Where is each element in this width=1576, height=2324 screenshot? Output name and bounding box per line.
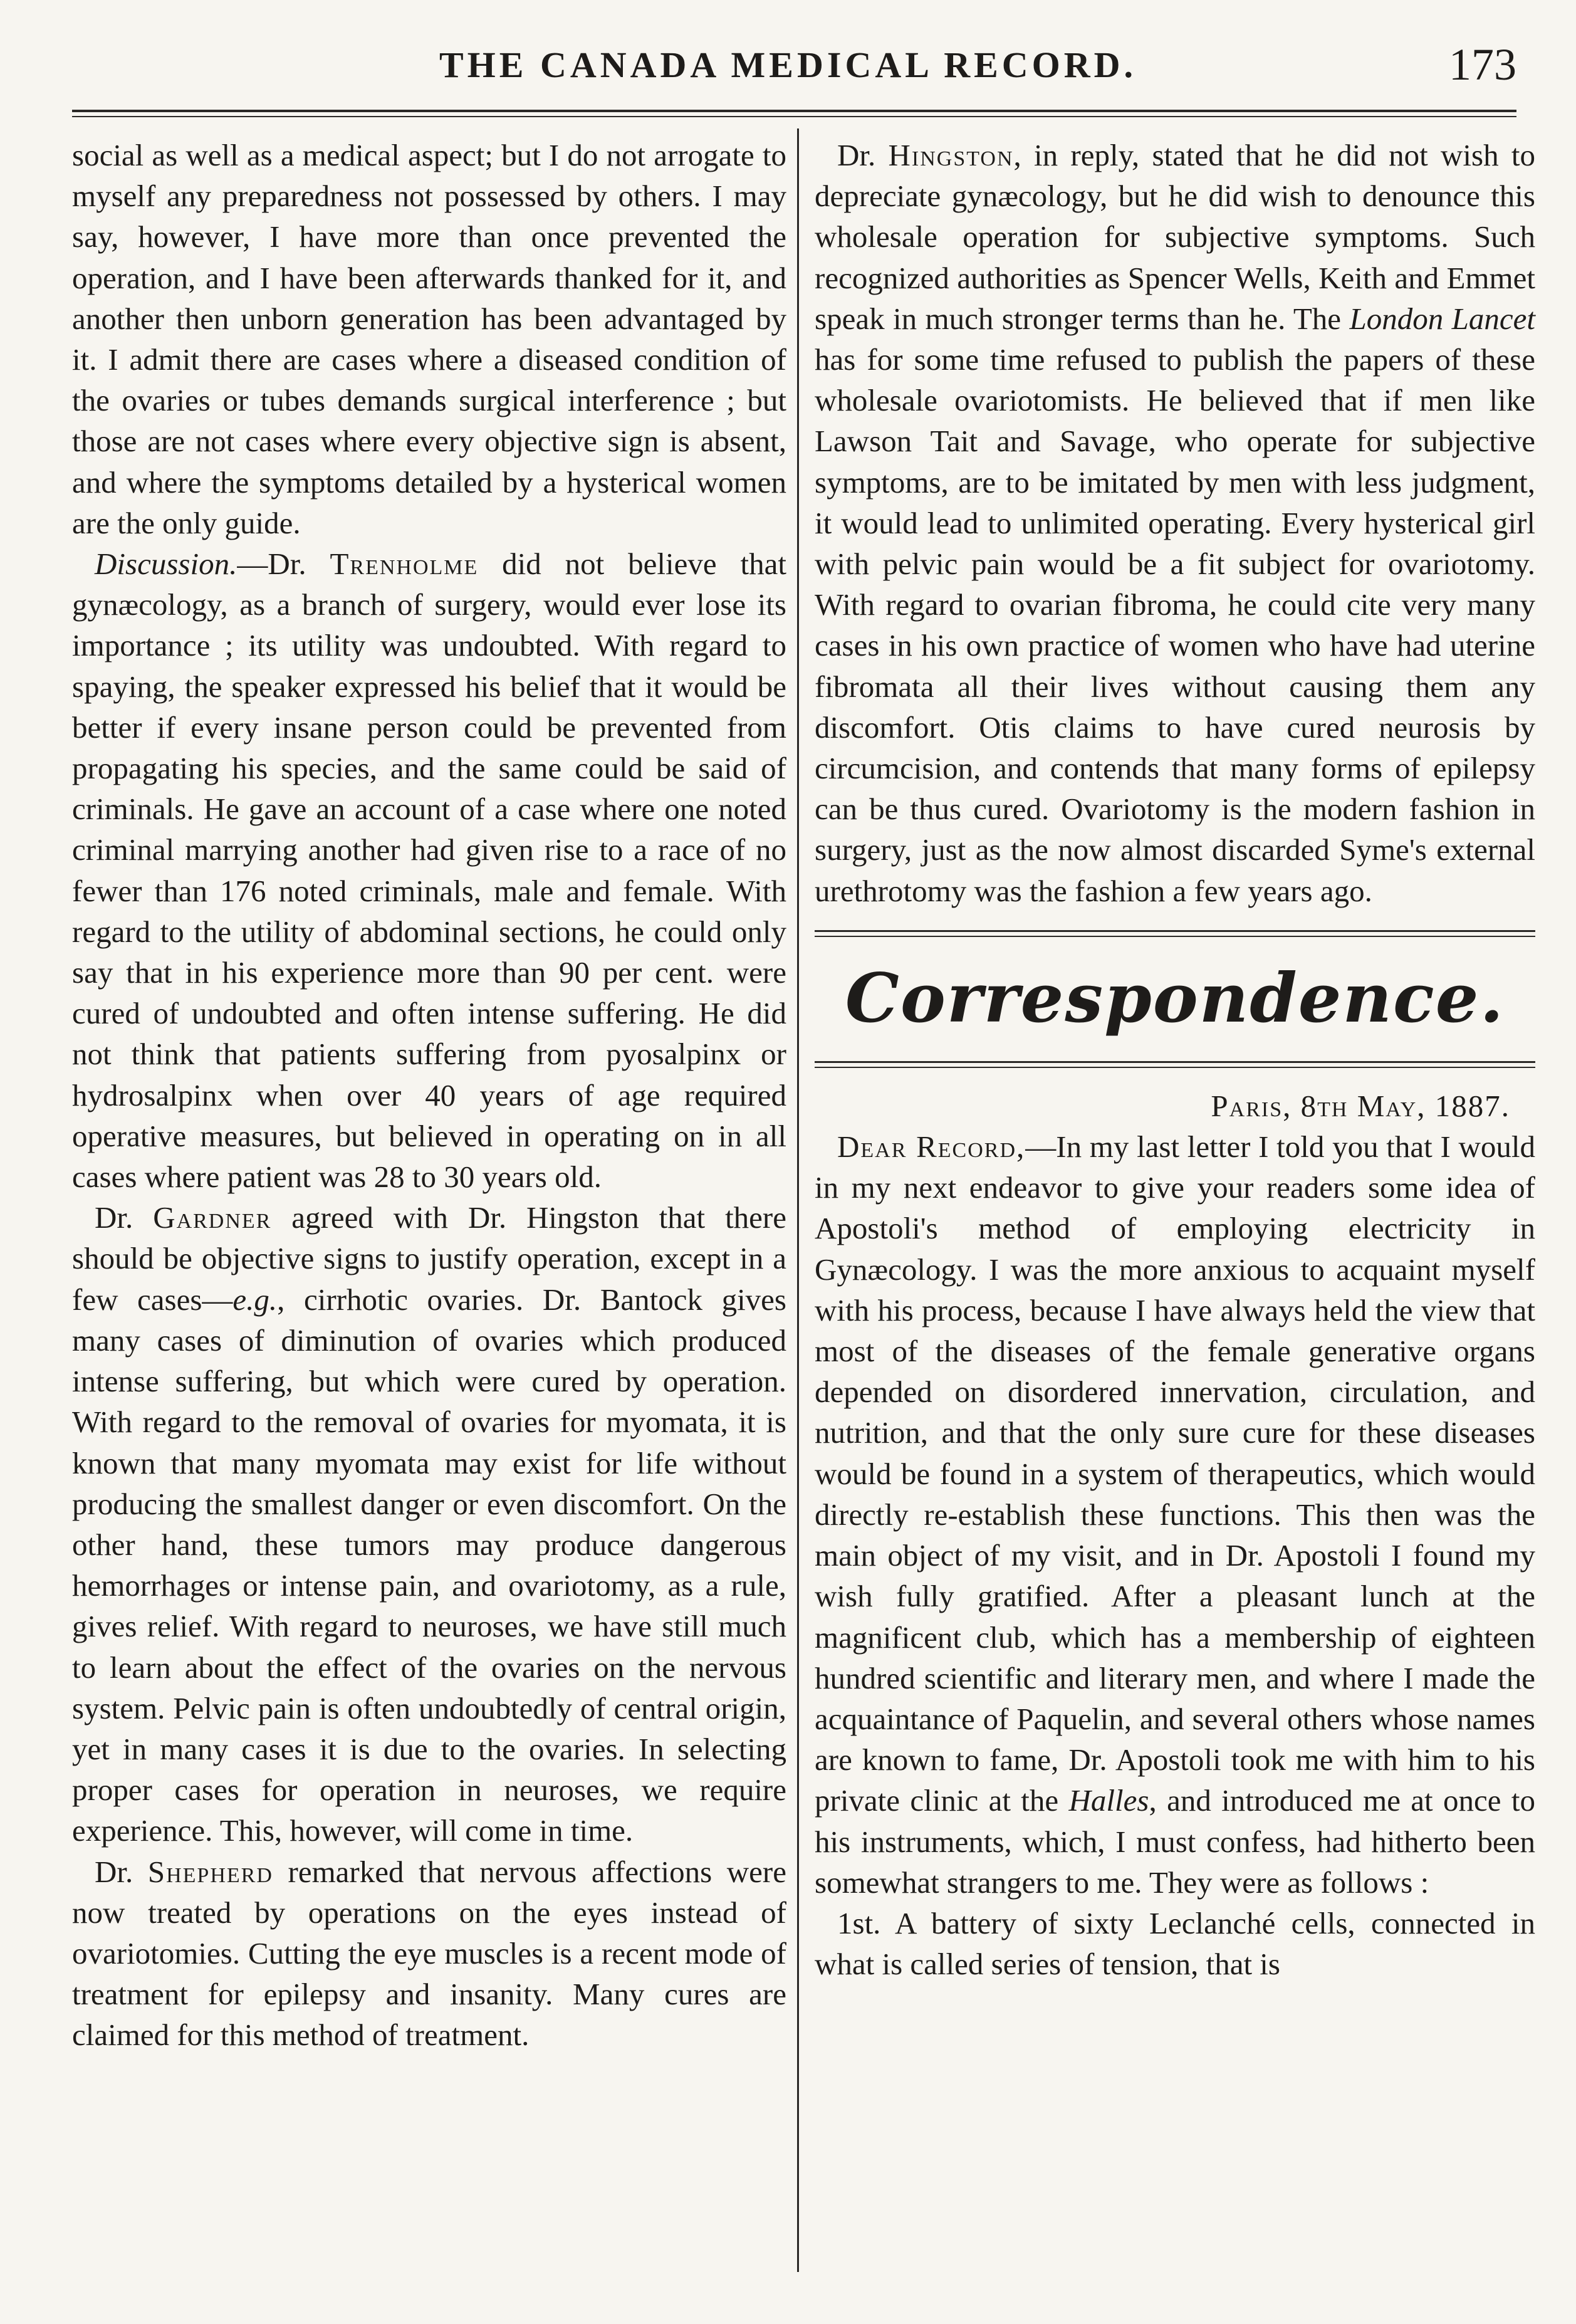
paragraph-text: , cirrhotic ovaries. Dr. Bantock gives many cases of diminution of ovaries which produced intense suffering, but which were cured by operation. With regard to the removal of ovaries for myomata, it is known that many myomata may exist for life without producing the smallest danger or even discomfort. On the other hand, these tumors may produce dangerous hemorrhages or intense pain, and ovariotomy, as a rule, gives relief. With regard to neuroses, we have still much to learn about the effect of the ovaries on the nervous system. Pelvic pain is often undoubtedly of central origin, yet in many cases it is due to the ovaries. In selecting proper cases for operation in neuroses, we require experience. This, however, will come in time. xyxy=(72,1282,786,1848)
paragraph-text: has for some time refused to publish the papers of these wholesale ovariotomists. He believed that if men like Lawson Tait and Savage, who operate for subjective symptoms, are to be imitated by men with less judgment, it would lead to unlimited operating. Every hysterical girl with pelvic pain would be a fit subject for ovariotomy. With regard to ovarian fibroma, he could cite very many cases in his own practice of women who have had uterine fibromata all their lives without causing them any discomfort. Otis claims to have cured neurosis by circumcision, and contends that many forms of epilepsy can be thus cured. Ovariotomy is the modern fashion in surgery, just as the now almost discarded Syme's external urethrotomy was the fashion a few years ago. xyxy=(815,342,1535,908)
place-name: Halles xyxy=(1068,1783,1149,1818)
paragraph-letter xyxy=(815,1126,1535,1903)
page-header xyxy=(0,39,1576,107)
paragraph-discussion xyxy=(72,543,786,1197)
paragraph-text: remarked that nervous affections were now treated by operations on the eyes instead of ovariotomies. Cutting the eye muscles is a recent mode of treatment for epilepsy and insanity. Many cures are claimed for this method of treatment. xyxy=(72,1854,786,2053)
speaker-name: Shepherd xyxy=(147,1854,273,1889)
column-divider xyxy=(797,128,799,2272)
left-column xyxy=(72,135,786,2056)
header-rule xyxy=(72,110,1516,117)
journal-title: London Lancet xyxy=(1349,301,1535,336)
eg-abbreviation: e.g. xyxy=(232,1282,278,1317)
paragraph-text: —In my last letter I told you that I would in my next endeavor to give your readers some idea of Apostoli's method of employing electricity in Gynæcology. I was the more anxious to acquaint myself with his process, because I have always held the view that most of the diseases of the female generative organs depended on disordered innervation, circulation, and nutrition, and that the only sure cure for these diseases would be found in a system of therapeutics, which would directly re-establish these functions. This then was the main object of my visit, and in Dr. Apostoli I found my wish fully gratified. After a pleasant lunch at the magnificent club, which has a membership of eighteen hundred scientific and literary men, and where I made the acquaintance of Paquelin, and several others whose names are known to fame, Dr. Apostoli took me with him to his private clinic at the xyxy=(815,1129,1535,1818)
section-rule-bottom xyxy=(815,1061,1535,1068)
dr-prefix: Dr. xyxy=(95,1854,148,1889)
section-title: Correspondence. xyxy=(845,958,1505,1038)
paragraph-text: did not believe that gynæcology, as a branch of surgery, would ever lose its importance ; its utility was undoubted. With regard to spaying, the speaker expressed his belief that it would be better if every insane person could be prevented from propagating his species, and the same could be said of criminals. He gave an account of a case where one noted criminal marrying another had given rise to a race of no fewer than 176 noted criminals, male and female. With regard to the utility of abdominal sections, he could only say that in his experience more than 90 per cent. were cured of undoubted and often intense suffering. He did not think that patients suffering from pyosalpinx or hydrosalpinx when over 40 years of age required operative measures, but believed in operating on in all cases where patient was 28 to 30 years old. xyxy=(72,547,786,1195)
paragraph-text: , in reply, stated that he did not wish to depreciate gynæcology, but he did wish to denounce this wholesale operation for subjective symptoms. Such recognized authorities as Spencer Wells, Keith and Emmet speak in much stronger terms than he. The xyxy=(815,138,1536,336)
dr-prefix: Dr. xyxy=(837,138,889,172)
salutation: Dear Record, xyxy=(837,1129,1026,1165)
paragraph-hingston xyxy=(815,135,1535,911)
paragraph-gardner xyxy=(72,1197,786,1851)
dateline: Paris, 8th May, 1887. xyxy=(1211,1088,1510,1123)
speaker-name: Gardner xyxy=(153,1200,272,1235)
page-number: 173 xyxy=(1449,39,1516,90)
speaker-name: Hingston xyxy=(888,138,1014,172)
discussion-label: Discussion. xyxy=(95,547,237,582)
paragraph-list-item: 1st. A battery of sixty Leclanché cells, connected in what is called series of tension, that is xyxy=(815,1905,1535,1982)
paragraph-continued: social as well as a medical aspect; but I do not arrogate to myself any preparedness not possessed by others. I may say, however, I have more than once prevented the operation, and I have been afterwards thanked for it, and another then unborn generation has been advantaged by it. I admit there are cases where a diseased condition of the ovaries or tubes demands surgical interference ; but those are not cases where every objective sign is absent, and where the symptoms detailed by a hysterical women are the only guide. xyxy=(72,138,786,540)
running-head: THE CANADA MEDICAL RECORD. xyxy=(439,44,1137,85)
paragraph-text: agreed with Dr. Hingston that there should be objective signs to justify operation, except in a few cases— xyxy=(72,1200,786,1317)
speaker-name: Trenholme xyxy=(330,547,479,582)
section-rule-top xyxy=(815,930,1535,937)
dr-prefix: —Dr. xyxy=(237,547,330,582)
dr-prefix: Dr. xyxy=(95,1200,154,1235)
paragraph-text: , and introduced me at once to his instruments, which, I must confess, had hitherto been somewhat strangers to me. They were as follows : xyxy=(815,1783,1535,1900)
right-column xyxy=(815,135,1535,1984)
paragraph-shepherd xyxy=(72,1851,786,2056)
